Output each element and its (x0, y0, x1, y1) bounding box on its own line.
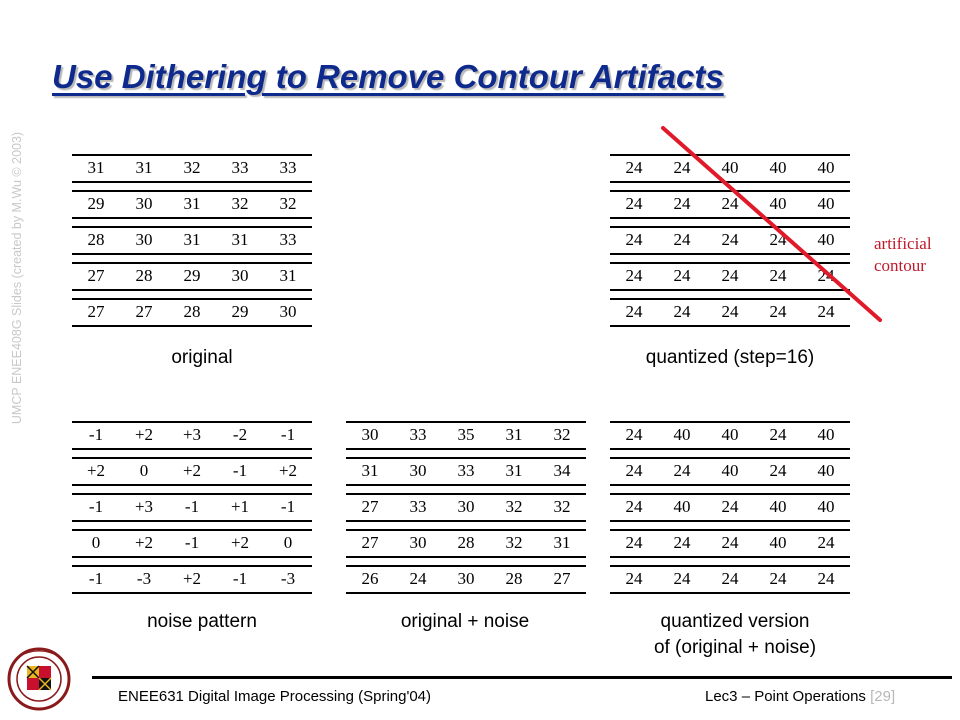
grid-cell: 24 (673, 194, 691, 213)
grid-cell: 33 (231, 158, 249, 177)
grid-cell: 40 (817, 497, 835, 516)
quantized-noise-caption-line2: of (original + noise) (653, 637, 817, 658)
grid-cell: -1 (280, 425, 296, 444)
grid-cell: 40 (817, 461, 835, 480)
grid-cell: 24 (769, 461, 787, 480)
grid-cell: 27 (87, 302, 105, 321)
grid-cell: 24 (721, 194, 739, 213)
grid-cell: 29 (87, 194, 105, 213)
grid-cell: 31 (553, 533, 571, 552)
noise-caption: noise pattern (147, 611, 257, 632)
grid-cell: 27 (135, 302, 153, 321)
grid-cell: 26 (361, 569, 379, 588)
grid-cell: 24 (721, 497, 739, 516)
grid-cell: 24 (673, 461, 691, 480)
grid-cell: 31 (183, 230, 201, 249)
grid-cell: 40 (769, 497, 787, 516)
grid-cell: 30 (231, 266, 249, 285)
grid-cell: 24 (817, 569, 835, 588)
grid-cell: 33 (279, 158, 297, 177)
grid-cell: 32 (505, 533, 523, 552)
grid-cell: 30 (135, 194, 153, 213)
grid-cell: +2 (230, 533, 250, 552)
grid-cell: 31 (361, 461, 379, 480)
grid-cell: 24 (769, 425, 787, 444)
grid-cell: 32 (183, 158, 201, 177)
contour-annotation (874, 233, 932, 277)
footer-course: ENEE631 Digital Image Processing (Spring'04) (118, 688, 432, 705)
grid-cell: 40 (769, 533, 787, 552)
grid-cell: 29 (231, 302, 249, 321)
grid-cell: 24 (625, 497, 643, 516)
grid-cell: 24 (817, 302, 835, 321)
grid-cell: -1 (280, 497, 296, 516)
grid-cell: 24 (625, 569, 643, 588)
grid-cell: 24 (625, 158, 643, 177)
grid-cell: 24 (673, 158, 691, 177)
grid-cell: 40 (673, 497, 691, 516)
grid-cell: 24 (721, 533, 739, 552)
grid-cell: -1 (232, 461, 248, 480)
grid-cell: 30 (361, 425, 379, 444)
grid-cell: 24 (769, 266, 787, 285)
grid-cell: 0 (91, 533, 101, 552)
grid-cell: 28 (505, 569, 523, 588)
grid-cell: 27 (361, 533, 379, 552)
grid-cell: 27 (87, 266, 105, 285)
grid-cell: 24 (673, 569, 691, 588)
side-credit: UMCP ENEE408G Slides (created by M.Wu © 2003) (10, 131, 24, 425)
quantized-noise-caption-line1: quantized version (660, 611, 810, 632)
grid-cell: 24 (721, 230, 739, 249)
grid-cell: 33 (457, 461, 475, 480)
grid-cell: -3 (280, 569, 296, 588)
grid-cell: +2 (278, 461, 298, 480)
grid-cell: 32 (553, 497, 571, 516)
grid-cell: 33 (409, 425, 427, 444)
grid-cell: 32 (505, 497, 523, 516)
grid-cell: +2 (134, 425, 154, 444)
grid-cell: 31 (87, 158, 105, 177)
grid-cell: 24 (625, 194, 643, 213)
grid-cell: 30 (409, 461, 427, 480)
grid-cell: -1 (184, 533, 200, 552)
grid-cell: 28 (87, 230, 105, 249)
grid-cell: 24 (769, 230, 787, 249)
grid-cell: 27 (361, 497, 379, 516)
university-seal-logo (6, 646, 86, 714)
grid-cell: 24 (625, 230, 643, 249)
grid-cell: 0 (139, 461, 149, 480)
grid-cell: 24 (625, 533, 643, 552)
grid-cell: 29 (183, 266, 201, 285)
grid-cell: 24 (625, 461, 643, 480)
seal-icon (9, 649, 69, 709)
grid-cell: 34 (553, 461, 571, 480)
contour-line-stroke (663, 128, 880, 320)
grid-cell: 30 (135, 230, 153, 249)
footer-lecture-title: Lec3 – Point Operations (705, 688, 866, 705)
grid-cell: 40 (769, 158, 787, 177)
grid-cell: 31 (135, 158, 153, 177)
grid-cell: 24 (625, 425, 643, 444)
grid-cell: 30 (279, 302, 297, 321)
grid-cell: 30 (457, 497, 475, 516)
grid-cell: 24 (673, 266, 691, 285)
grid-cell: +2 (182, 461, 202, 480)
grid-cell: 24 (769, 569, 787, 588)
grid-cell: 40 (817, 425, 835, 444)
grid-cell: 24 (721, 302, 739, 321)
grid-cell: 40 (817, 158, 835, 177)
grid-cell: 30 (457, 569, 475, 588)
grid-cell: -1 (184, 497, 200, 516)
grid-cell: 33 (409, 497, 427, 516)
grid-cell: -1 (88, 497, 104, 516)
grid-cell: 32 (231, 194, 249, 213)
grid-cell: 24 (817, 533, 835, 552)
grid-cell: 27 (553, 569, 571, 588)
grid-cell: 31 (505, 425, 523, 444)
grid-cell: 24 (409, 569, 427, 588)
grid-cell: 40 (721, 425, 739, 444)
grid-cell: 24 (625, 266, 643, 285)
grid-cell: 31 (183, 194, 201, 213)
contour-annotation-line1: artificial (874, 234, 932, 253)
footer-rule (92, 676, 952, 679)
grid-cell: +2 (86, 461, 106, 480)
grid-cell: 40 (769, 194, 787, 213)
grid-cell: 31 (505, 461, 523, 480)
grid-cell: 28 (183, 302, 201, 321)
contour-annotation-line2: contour (874, 256, 926, 275)
grid-cell: 0 (283, 533, 293, 552)
grid-cell: 24 (673, 533, 691, 552)
grid-cell: 28 (457, 533, 475, 552)
grid-cell: 24 (721, 266, 739, 285)
grid-cell: 40 (817, 194, 835, 213)
grid-cell: 28 (135, 266, 153, 285)
grid-cell: +3 (134, 497, 154, 516)
grid-cell: 24 (673, 230, 691, 249)
grid-cell: 30 (409, 533, 427, 552)
grid-cell: -1 (232, 569, 248, 588)
grid-cell: 40 (721, 158, 739, 177)
grid-cell: 24 (625, 302, 643, 321)
grid-cell: 24 (673, 302, 691, 321)
grid-cell: 31 (279, 266, 297, 285)
grid-cell: 33 (279, 230, 297, 249)
grid-cell: 40 (721, 461, 739, 480)
grid-cell: 32 (279, 194, 297, 213)
grid-cell: 35 (457, 425, 475, 444)
grid-cell: +1 (230, 497, 250, 516)
grid-cell: +3 (182, 425, 202, 444)
grid-cell: -2 (232, 425, 248, 444)
slide-title: Use Dithering to Remove Contour Artifacts (52, 58, 724, 95)
grid-cell: +2 (182, 569, 202, 588)
footer-lecture (705, 688, 895, 705)
grid-cell: 24 (769, 302, 787, 321)
grid-cell: -3 (136, 569, 152, 588)
grid-cell: 24 (721, 569, 739, 588)
grid-cell: 24 (817, 266, 835, 285)
grid-cell: 32 (553, 425, 571, 444)
grid-cell: 40 (673, 425, 691, 444)
original-noise-caption: original + noise (400, 611, 530, 632)
grid-cell: -1 (88, 569, 104, 588)
original-caption: original (171, 347, 233, 368)
footer-page-number: [29] (870, 688, 896, 705)
grid-cell: 40 (817, 230, 835, 249)
quantized-caption: quantized (step=16) (645, 347, 815, 368)
grid-cell: -1 (88, 425, 104, 444)
grid-cell: 31 (231, 230, 249, 249)
grid-cell: +2 (134, 533, 154, 552)
